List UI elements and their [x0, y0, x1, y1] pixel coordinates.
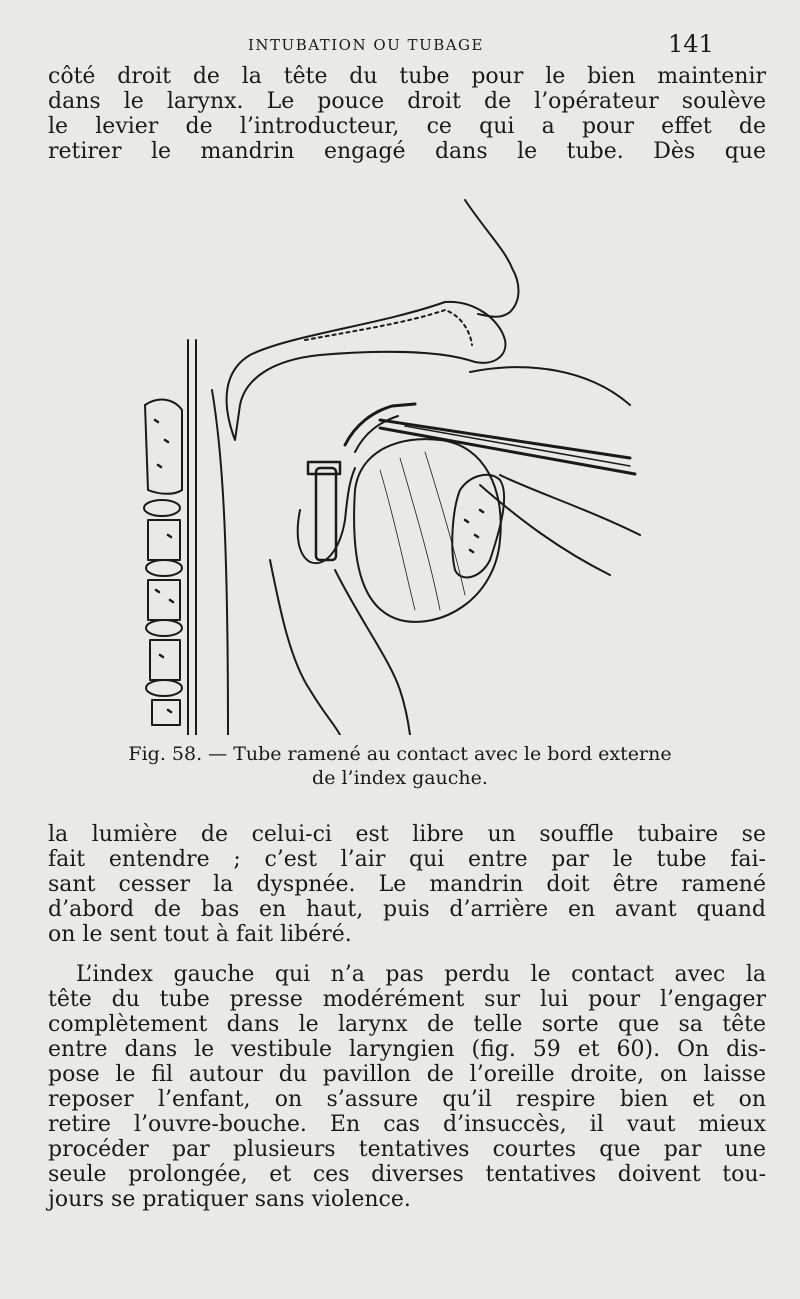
figure-caption — [0, 742, 800, 790]
cartilage-dots — [465, 510, 483, 552]
text-line: fait entendre ; c’est l’air qui entre par le tube fai- — [48, 847, 766, 872]
text-line: entre dans le vestibule laryngien (fig. 59 et 60). On dis- — [48, 1037, 766, 1062]
caption-line: de l’index gauche. — [312, 767, 488, 789]
text-line: retire l’ouvre-bouche. En cas d’insuccès, il vaut mieux — [48, 1112, 766, 1137]
text-line: reposer l’enfant, on s’assure qu’il respire bien et on — [48, 1087, 766, 1112]
text-line: retirer le mandrin engagé dans le tube. Dès que — [48, 139, 766, 164]
index-finger — [298, 468, 355, 563]
running-title: INTUBATION OU TUBAGE — [248, 36, 484, 54]
caption-line: Fig. 58. — Tube ramené au contact avec le bord externe — [128, 743, 672, 765]
neck-contour-right — [500, 475, 640, 535]
larynx-front — [335, 570, 410, 735]
pharynx-wall — [270, 560, 340, 735]
nose-outline — [465, 200, 519, 317]
vertebrae-column — [144, 400, 182, 725]
tongue-base — [354, 439, 501, 622]
paragraph-3 — [48, 962, 766, 1212]
text-line: d’abord de bas en haut, puis d’arrière en avant quand — [48, 897, 766, 922]
text-line: L’index gauche qui n’a pas perdu le contact avec la — [76, 962, 766, 987]
text-line: dans le larynx. Le pouce droit de l’opérateur soulève — [48, 89, 766, 114]
spine-line-3 — [212, 390, 228, 735]
text-line: sant cesser la dyspnée. Le mandrin doit être ramené — [48, 872, 766, 897]
text-line: complètement dans le larynx de telle sorte que sa tête — [48, 1012, 766, 1037]
palate-bone — [305, 310, 472, 345]
text-line: tête du tube presse modérément sur lui pour l’engager — [48, 987, 766, 1012]
upper-lip — [470, 367, 630, 405]
text-line: côté droit de la tête du tube pour le bien maintenir — [48, 64, 766, 89]
text-line: seule prolongée, et ces diverses tentatives doivent tou- — [48, 1162, 766, 1187]
text-line: jours se pratiquer sans violence. — [48, 1187, 411, 1212]
vertebrae-speckle — [155, 420, 173, 712]
running-head — [0, 30, 800, 60]
text-line: le levier de l’introducteur, ce qui a pour effet de — [48, 114, 766, 139]
paragraph-2 — [48, 822, 766, 947]
paragraph-1 — [48, 64, 766, 164]
intubation-illustration — [140, 190, 680, 735]
text-line: pose le fil autour du pavillon de l’oreille droite, on laisse — [48, 1062, 766, 1087]
page-number: 141 — [668, 30, 714, 58]
introducer-shaft-inner — [405, 426, 630, 466]
text-line: on le sent tout à fait libéré. — [48, 922, 352, 947]
introducer-shaft-bottom — [380, 428, 635, 474]
intubation-tube — [316, 468, 336, 560]
text-line: procéder par plusieurs tentatives courtes que par une — [48, 1137, 766, 1162]
text-line: la lumière de celui-ci est libre un souffle tubaire se — [48, 822, 766, 847]
